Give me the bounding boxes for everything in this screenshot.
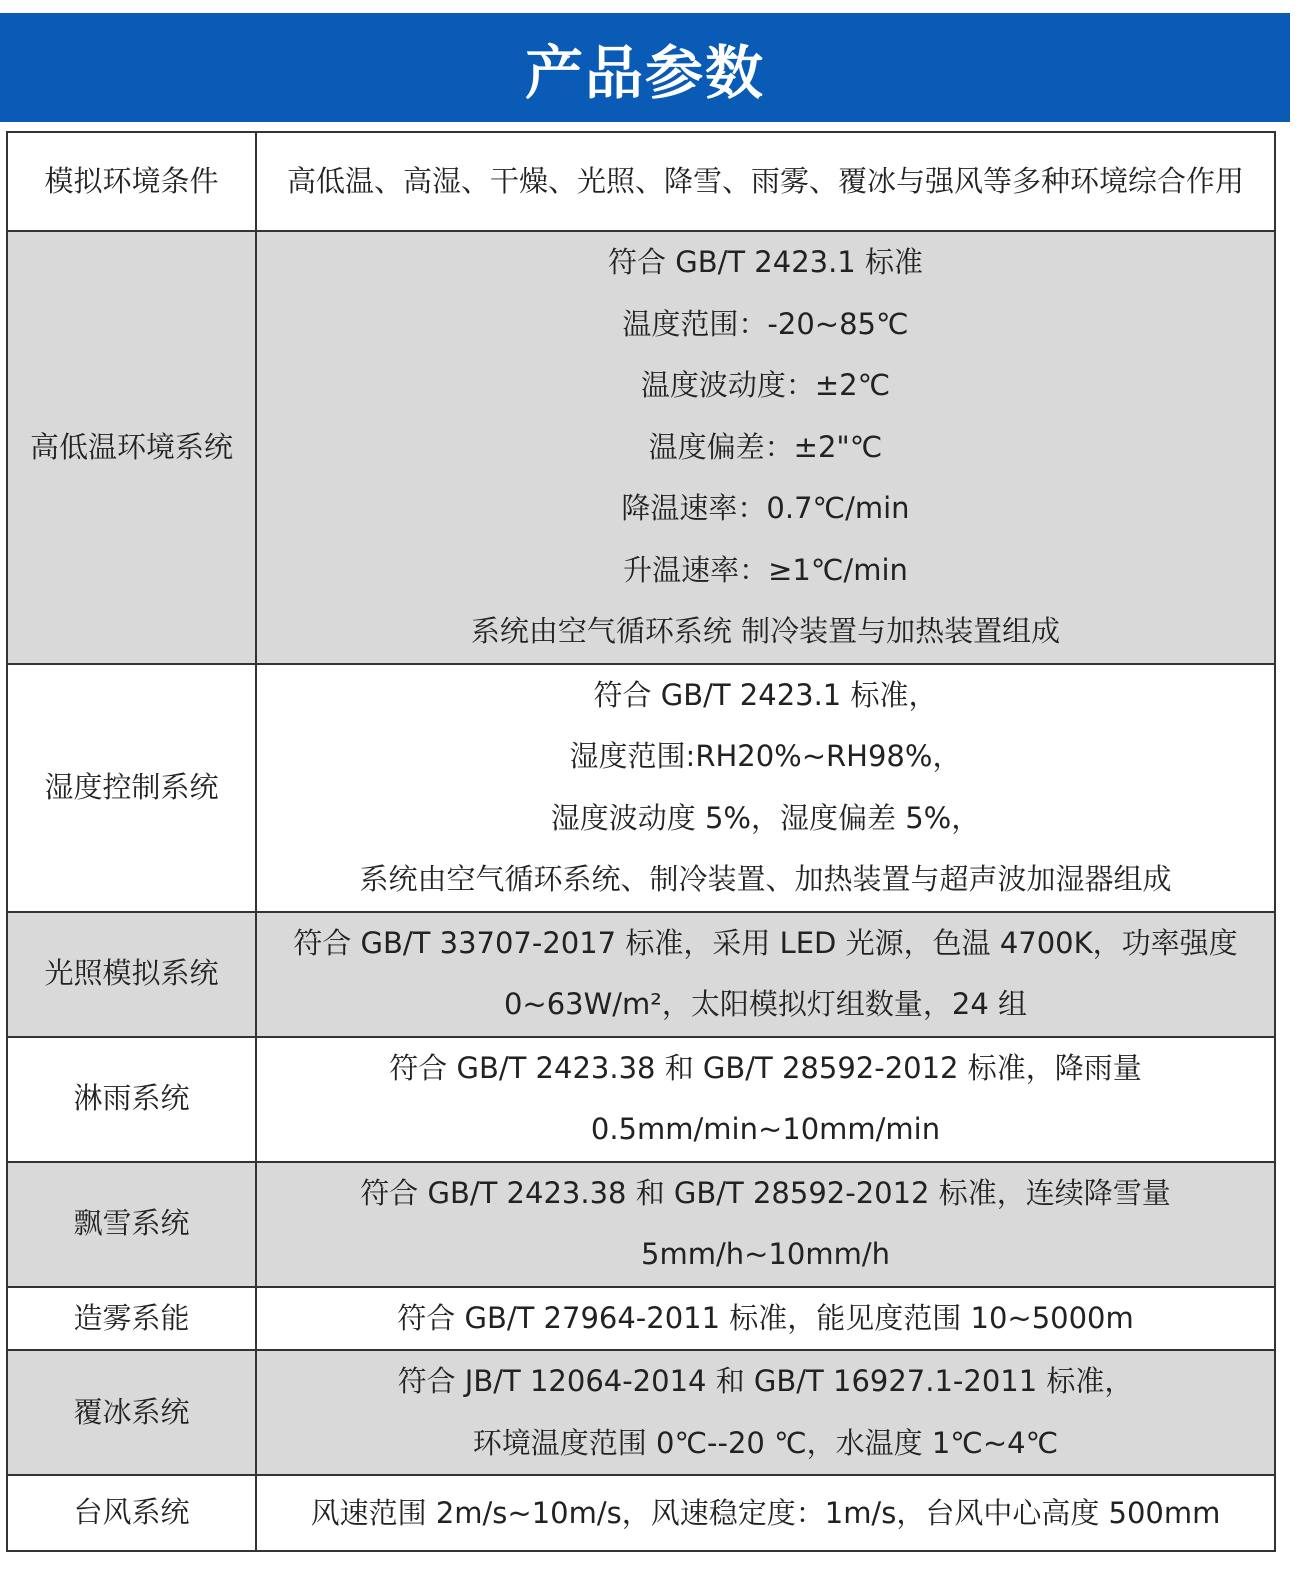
value-line: 温度波动度：±2℃ — [640, 368, 891, 402]
value-line: 0~63W/m²，太阳模拟灯组数量，24 组 — [503, 987, 1028, 1021]
row-label: 覆冰系统 — [7, 1350, 256, 1475]
value-line: 环境温度范围 0℃--20 ℃，水温度 1℃~4℃ — [472, 1425, 1059, 1460]
row-value — [256, 1037, 1275, 1162]
value-line: 风速范围 2m/s~10m/s，风速稳定度：1m/s，台风中心高度 500mm — [310, 1496, 1221, 1530]
row-value — [256, 664, 1275, 912]
row-label: 造雾系能 — [7, 1287, 256, 1351]
row-label: 高低温环境系统 — [7, 231, 256, 664]
value-line: 系统由空气循环系统 制冷装置与加热装置组成 — [470, 614, 1061, 648]
row-value — [256, 912, 1275, 1037]
value-line: 符合 GB/T 2423.1 标准， — [593, 677, 938, 712]
value-line: 符合 GB/T 33707-2017 标准，采用 LED 光源，色温 4700K，功率强度 — [293, 925, 1238, 960]
value-line: 温度范围：-20~85℃ — [622, 306, 909, 341]
value-line: 符合 GB/T 2423.1 标准 — [608, 245, 923, 279]
value-line: 湿度波动度 5%，湿度偏差 5%， — [550, 800, 981, 835]
table-row — [7, 912, 1275, 1037]
row-value — [256, 231, 1275, 664]
table-row — [7, 1475, 1275, 1551]
title-banner — [0, 13, 1290, 122]
value-line: 湿度范围:RH20%~RH98%， — [569, 739, 962, 773]
value-line: 5mm/h~10mm/h — [641, 1237, 890, 1271]
row-value — [256, 1350, 1275, 1475]
row-label: 光照模拟系统 — [7, 912, 256, 1037]
table-row — [7, 132, 1275, 231]
row-label: 飘雪系统 — [7, 1162, 256, 1287]
value-line: 符合 GB/T 27964-2011 标准，能见度范围 10~5000m — [397, 1300, 1134, 1335]
table-row — [7, 664, 1275, 912]
row-label: 湿度控制系统 — [7, 664, 256, 912]
row-label: 模拟环境条件 — [7, 132, 256, 231]
row-value — [256, 132, 1275, 231]
row-label: 淋雨系统 — [7, 1037, 256, 1162]
value-line: 系统由空气循环系统、制冷装置、加热装置与超声波加湿器组成 — [359, 862, 1172, 896]
table-row — [7, 1162, 1275, 1287]
row-value — [256, 1475, 1275, 1551]
row-value — [256, 1287, 1275, 1351]
value-line: 降温速率：0.7℃/min — [621, 491, 910, 525]
table-row — [7, 231, 1275, 664]
value-line: 温度偏差：±2"℃ — [648, 429, 883, 464]
table-row — [7, 1287, 1275, 1351]
value-line: 符合 GB/T 2423.38 和 GB/T 28592-2012 标准，连续降雪量 — [360, 1175, 1171, 1210]
table-row — [7, 1350, 1275, 1475]
table-row — [7, 1037, 1275, 1162]
row-label: 台风系统 — [7, 1475, 256, 1551]
value-line: 升温速率：≥1℃/min — [623, 552, 908, 587]
row-value — [256, 1162, 1275, 1287]
value-line: 0.5mm/min~10mm/min — [590, 1112, 941, 1146]
value-line: 高低温、高湿、干燥、光照、降雪、雨雾、覆冰与强风等多种环境综合作用 — [286, 164, 1244, 198]
parameter-table — [6, 131, 1276, 1552]
value-line: 符合 GB/T 2423.38 和 GB/T 28592-2012 标准，降雨量 — [389, 1050, 1142, 1085]
value-line: 符合 JB/T 12064-2014 和 GB/T 16927.1-2011 标准， — [397, 1364, 1134, 1398]
page-title: 产品参数 — [524, 38, 765, 107]
